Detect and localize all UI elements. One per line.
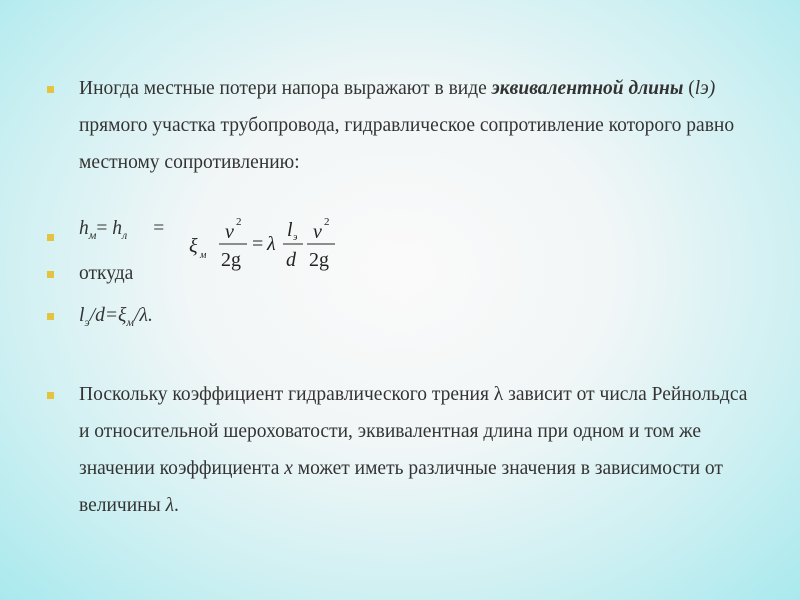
eq-v1: v — [225, 221, 234, 243]
formula-h2: h — [112, 218, 123, 239]
eq-xi-sub: м — [200, 250, 207, 261]
p5-text-a: Поскольку коэффициент гидравлического трения λ зависит от числа Рейнольдса и относительной шероховатости, эквивалентная длина при одном и том же значении коэффициента — [79, 384, 748, 479]
p5-text-b: может иметь различные значения в зависимости от величины — [79, 458, 723, 516]
p1-le: lэ) — [694, 78, 716, 99]
bullet-3 — [47, 271, 54, 278]
p4-sub-m: м — [126, 315, 135, 329]
p1-text-a: Иногда местные потери напора выражают в виде — [79, 78, 492, 99]
p1-text-b: ( — [683, 78, 695, 99]
p5-x: x — [284, 458, 293, 479]
bullet-2 — [47, 234, 54, 241]
eq-xi: ξ — [189, 235, 198, 257]
eq-lambda: λ — [267, 233, 276, 255]
eq-v1-sq: 2 — [236, 216, 242, 228]
p1-text-c: прямого участка трубопровода, гидравлическое сопротивление которого равно местному сопротивлению: — [79, 115, 735, 173]
p4-mid: /d=ξ — [89, 305, 127, 326]
eq-equals: = — [252, 233, 264, 255]
eq-v2-sq: 2 — [324, 216, 330, 228]
p4-l: l — [79, 305, 85, 326]
eq-l-sub: э — [293, 232, 298, 243]
p4-sub-e: э — [84, 315, 90, 329]
eq-d: d — [286, 249, 296, 271]
p5-lambda: λ — [165, 495, 175, 516]
eq-v2: v — [313, 221, 322, 243]
paragraph-ratio — [79, 297, 769, 341]
p5-end: . — [174, 495, 179, 516]
bullet-5 — [47, 392, 54, 399]
formula-line — [79, 218, 164, 243]
formula-h: h — [79, 218, 89, 239]
eq-2g-2: 2g — [309, 249, 329, 271]
paragraph-whence — [79, 255, 769, 292]
eq-2g-1: 2g — [221, 249, 241, 271]
p1-emphasis: эквивалентной длины — [491, 78, 684, 99]
eq-l: l — [287, 219, 293, 241]
formula-sub-m: м — [88, 228, 97, 242]
p4-end: /λ. — [134, 305, 153, 326]
bullet-4 — [47, 313, 54, 320]
bullet-1 — [47, 86, 54, 93]
paragraph-equivalent-length — [79, 70, 769, 181]
formula-eq2: = — [153, 218, 165, 239]
formula-eq1: = — [96, 218, 113, 239]
paragraph-reynolds — [79, 376, 759, 524]
p3-text: откуда — [79, 263, 134, 284]
formula-sub-l: л — [122, 228, 128, 242]
